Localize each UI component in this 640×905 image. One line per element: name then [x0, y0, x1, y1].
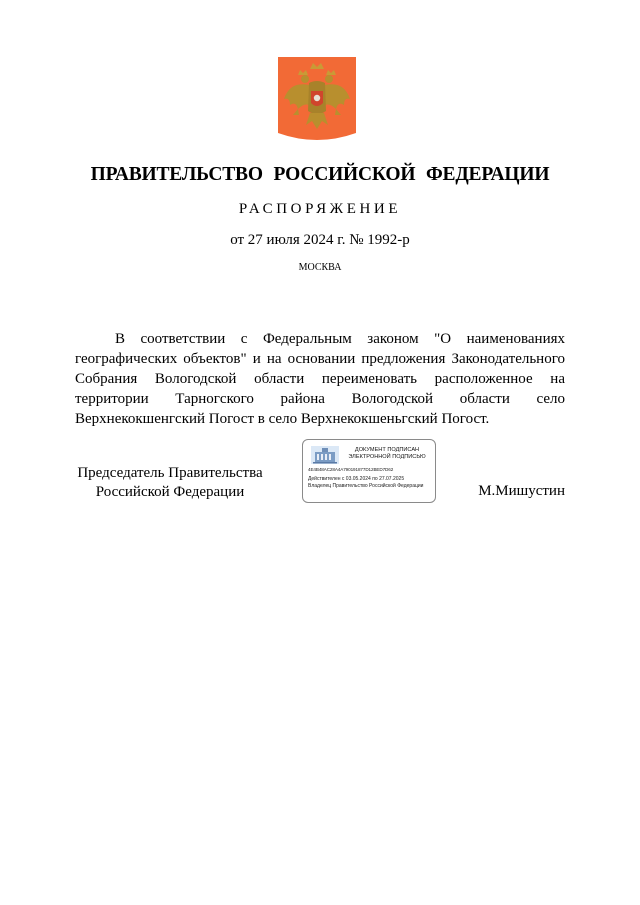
electronic-signature-stamp: [302, 439, 436, 503]
esig-validity: Действителен с 03.05.2024 по 27.07.2025: [308, 476, 405, 482]
document-type: РАСПОРЯЖЕНИЕ: [238, 201, 402, 217]
government-building-icon: [311, 446, 339, 464]
city-label: МОСКВА: [298, 262, 342, 273]
esig-certificate: 4E4B48AC28A4A790191877D12BED7D62: [308, 467, 394, 472]
esig-heading: ДОКУМЕНТ ПОДПИСАН ЭЛЕКТРОННОЙ ПОДПИСЬЮ: [348, 447, 426, 460]
order-text: В соответствии с Федеральным законом "О наименованиях географических объектов" и на основании предложения Законодательного Собрания Вологодской области переименовать расположенное на территории Тарногского района Вологодской области село Верхнекокшенгский Погост в село Верхнекокшеньгский Погост.: [75, 331, 565, 427]
signer-name: М.Мишустин: [478, 483, 565, 499]
esig-owner: Владелец Правительство Российской Федерации: [308, 483, 424, 489]
coat-of-arms-icon: [276, 55, 358, 145]
signer-position: Председатель Правительства Российской Федерации: [77, 465, 263, 500]
document-date-number: от 27 июля 2024 г. № 1992-р: [230, 232, 410, 248]
government-title: ПРАВИТЕЛЬСТВО РОССИЙСКОЙ ФЕДЕРАЦИИ: [90, 164, 550, 185]
